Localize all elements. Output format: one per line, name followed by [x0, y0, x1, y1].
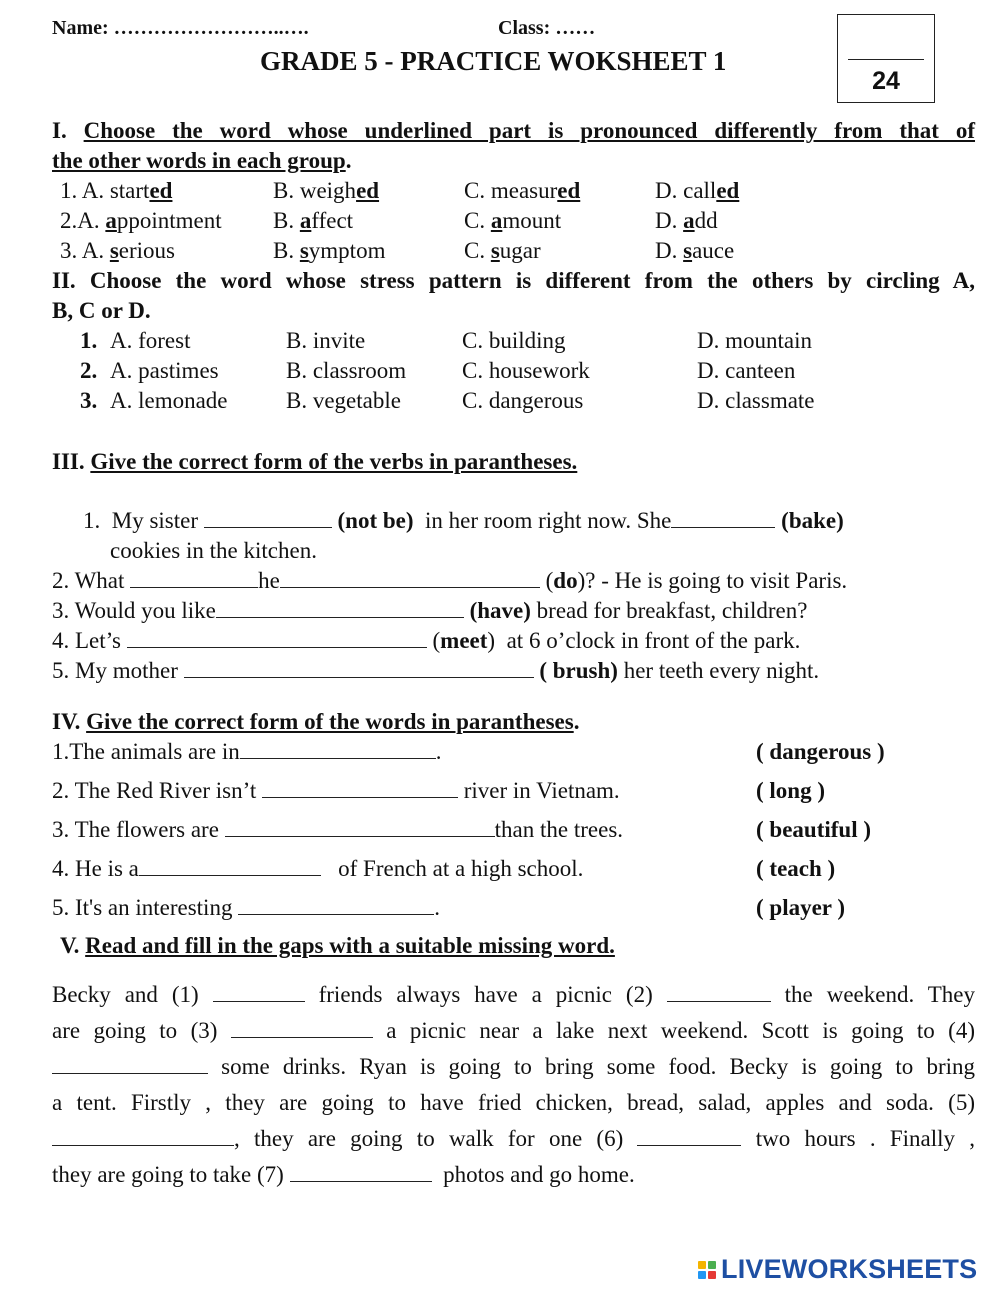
section5-heading — [60, 933, 615, 959]
answer-blank[interactable] — [130, 569, 258, 588]
answer-blank[interactable] — [280, 569, 540, 588]
liveworksheets-brand: LIVEWORKSHEETS — [721, 1254, 978, 1284]
s5-line-5: , they are going to walk for one (6) two hours . Finally , — [52, 1126, 975, 1152]
s4-item-5: 5. It's an interesting . — [52, 895, 440, 920]
s1-option-c: C. amount — [464, 208, 562, 233]
s4-hint-1: ( dangerous ) — [756, 739, 885, 764]
s3-q4: 4. Let’s (meet) at 6 o’clock in front of the park. — [52, 628, 801, 653]
section1-heading-line2 — [52, 148, 351, 174]
s5-line-3: some drinks. Ryan is going to bring some food. Becky is going to bring — [52, 1054, 975, 1080]
s2-num: 3. — [80, 388, 98, 413]
score-box — [837, 14, 935, 103]
s4-item-4: 4. He is a of French at a high school. — [52, 856, 584, 881]
answer-blank[interactable] — [671, 509, 775, 528]
section1-heading — [52, 118, 975, 144]
class-label: Class: …… — [498, 17, 596, 39]
answer-blank[interactable] — [184, 659, 534, 678]
s3-q2: 2. What he (do)? - He is going to visit Paris. — [52, 568, 848, 593]
section3-heading — [52, 449, 577, 475]
answer-blank[interactable] — [225, 818, 495, 837]
s5-line-2: are going to (3) a picnic near a lake next weekend. Scott is going to (4) — [52, 1018, 975, 1043]
answer-blank[interactable] — [127, 629, 427, 648]
s5-line-4: a tent. Firstly , they are going to have fried chicken, bread, salad, apples and soda. (5) — [52, 1090, 975, 1115]
page-title: GRADE 5 - PRACTICE WOKSHEET 1 — [260, 46, 727, 76]
s5-line-6: they are going to take (7) photos and go home. — [52, 1162, 635, 1187]
s1-option-b: B. symptom — [273, 238, 386, 263]
s1-option-a: 3. A. serious — [60, 238, 176, 263]
s1-option-c: C. sugar — [464, 238, 541, 263]
s3-q5: 5. My mother ( brush) her teeth every night. — [52, 658, 820, 683]
s2-option-d: D. classmate — [697, 388, 815, 413]
s4-item-3: 3. The flowers are than the trees. — [52, 817, 624, 842]
answer-blank[interactable] — [204, 509, 332, 528]
s2-num: 1. — [80, 328, 98, 353]
section3-numeral: III. — [52, 449, 85, 474]
answer-blank[interactable] — [637, 1127, 741, 1146]
name-label: Name: ……………………..…. — [52, 17, 309, 39]
s4-hint-5: ( player ) — [756, 895, 846, 920]
s4-hint-2: ( long ) — [756, 778, 825, 803]
s1-option-d: D. add — [655, 208, 718, 233]
s2-option-c: C. housework — [462, 358, 590, 383]
s2-option-c: C. dangerous — [462, 388, 584, 413]
section5-numeral: V. — [60, 933, 80, 958]
answer-blank[interactable] — [262, 779, 458, 798]
s2-option-d: D. mountain — [697, 328, 812, 353]
s1-option-b: B. affect — [273, 208, 354, 233]
s2-option-a: A. lemonade — [110, 388, 228, 413]
s4-item-1: 1.The animals are in . — [52, 739, 442, 764]
s1-option-c: C. measured — [464, 178, 581, 203]
section5-instruction: Read and fill in the gaps with a suitable missing word. — [85, 933, 615, 958]
answer-blank[interactable] — [52, 1055, 208, 1074]
s3-q1: 1. My sister (not be) in her room right now. She (bake) — [83, 508, 844, 533]
s3-q3: 3. Would you like (have) bread for breakfast, children? — [52, 598, 808, 623]
section1-instruction-line2: the other words in each group — [52, 148, 346, 173]
s2-option-d: D. canteen — [697, 358, 796, 383]
section4-numeral: IV. — [52, 709, 81, 734]
answer-blank[interactable] — [290, 1163, 432, 1182]
s3-q1-cont: cookies in the kitchen. — [110, 538, 317, 563]
s1-option-d: D. called — [655, 178, 740, 203]
s2-option-b: B. classroom — [286, 358, 407, 383]
section1-instruction-end: . — [345, 148, 352, 173]
s2-option-c: C. building — [462, 328, 566, 353]
liveworksheets-logo-icon — [698, 1261, 716, 1279]
score-value: 24 — [872, 67, 900, 95]
s2-num: 2. — [80, 358, 98, 383]
answer-blank[interactable] — [139, 857, 321, 876]
answer-blank[interactable] — [240, 740, 436, 759]
section2-heading-line1: II. Choose the word whose stress pattern is different from the others by circling A, — [52, 268, 975, 293]
s2-option-b: B. vegetable — [286, 388, 401, 413]
answer-blank[interactable] — [667, 983, 771, 1002]
s2-option-a: A. forest — [110, 328, 191, 353]
answer-blank[interactable] — [216, 599, 464, 618]
s4-item-2: 2. The Red River isn’t river in Vietnam. — [52, 778, 620, 803]
section4-heading: IV. Give the correct form of the words in parantheses. — [52, 709, 580, 734]
section1-instruction-line1: Choose the word whose underlined part is pronounced differently from that of — [83, 118, 976, 143]
score-line — [848, 59, 924, 60]
s1-option-d: D. sauce — [655, 238, 735, 263]
s1-option-b: B. weighed — [273, 178, 380, 203]
answer-blank[interactable] — [52, 1127, 234, 1146]
s4-hint-3: ( beautiful ) — [756, 817, 871, 842]
answer-blank[interactable] — [231, 1019, 373, 1038]
s1-option-a: 1. A. started — [60, 178, 173, 203]
liveworksheets-logo — [698, 1254, 977, 1285]
section1-numeral: I. — [52, 118, 67, 143]
section3-instruction: Give the correct form of the verbs in parantheses. — [90, 449, 578, 474]
s2-option-b: B. invite — [286, 328, 366, 353]
answer-blank[interactable] — [238, 896, 434, 915]
s2-option-a: A. pastimes — [110, 358, 219, 383]
section2-heading-line2: B, C or D. — [52, 298, 151, 323]
s5-line-1: Becky and (1) friends always have a picnic (2) the weekend. They — [52, 982, 975, 1007]
section4-instruction: Give the correct form of the words in parantheses — [86, 709, 574, 734]
s1-option-a: 2.A. appointment — [60, 208, 222, 233]
answer-blank[interactable] — [213, 983, 305, 1002]
s4-hint-4: ( teach ) — [756, 856, 836, 881]
